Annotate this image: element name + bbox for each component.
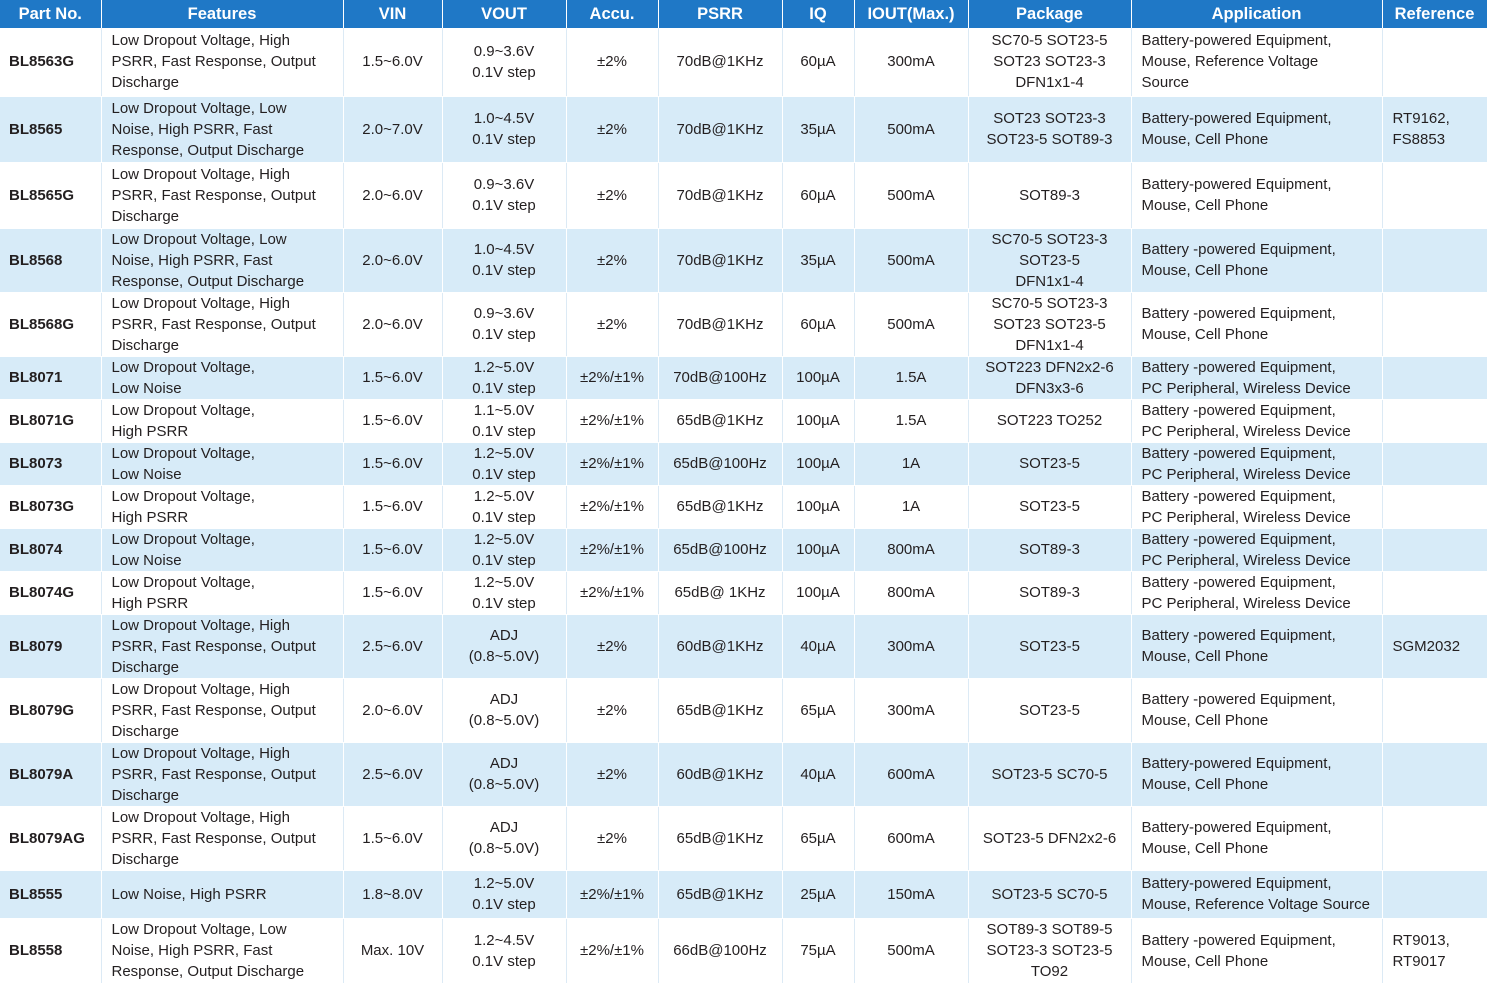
psrr-cell: 65dB@100Hz xyxy=(658,528,782,571)
iq-cell: 100µA xyxy=(782,399,854,442)
vin-cell: Max. 10V xyxy=(343,918,442,983)
table-row xyxy=(0,399,1487,442)
reference-cell: RT9162, FS8853 xyxy=(1382,96,1487,162)
iq-cell: 35µA xyxy=(782,228,854,292)
vout-cell: 0.9~3.6V 0.1V step xyxy=(442,162,566,228)
iq-cell: 25µA xyxy=(782,870,854,918)
reference-cell xyxy=(1382,356,1487,399)
vout-cell: 1.2~5.0V 0.1V step xyxy=(442,485,566,528)
package-cell: SOT89-3 xyxy=(968,571,1131,614)
iq-cell: 100µA xyxy=(782,485,854,528)
iout-cell: 500mA xyxy=(854,96,968,162)
iout-cell: 500mA xyxy=(854,918,968,983)
iq-cell: 100µA xyxy=(782,571,854,614)
package-cell: SOT23-5 SC70-5 xyxy=(968,742,1131,806)
table-row xyxy=(0,571,1487,614)
part-number-cell: BL8563G xyxy=(0,28,101,96)
vin-cell: 2.0~6.0V xyxy=(343,292,442,356)
iq-cell: 100µA xyxy=(782,528,854,571)
vin-cell: 2.0~6.0V xyxy=(343,228,442,292)
package-cell: SOT23-5 xyxy=(968,442,1131,485)
psrr-cell: 70dB@100Hz xyxy=(658,356,782,399)
iout-cell: 500mA xyxy=(854,228,968,292)
table-row xyxy=(0,96,1487,162)
vout-cell: 0.9~3.6V 0.1V step xyxy=(442,292,566,356)
application-cell: Battery -powered Equipment, Mouse, Cell Phone xyxy=(1131,678,1382,742)
application-cell: Battery-powered Equipment, Mouse, Cell Phone xyxy=(1131,162,1382,228)
package-cell: SOT23-5 DFN2x2-6 xyxy=(968,806,1131,870)
features-cell: Low Dropout Voltage, High PSRR, Fast Response, Output Discharge xyxy=(101,28,343,96)
package-cell: SC70-5 SOT23-5 SOT23 SOT23-3 DFN1x1-4 xyxy=(968,28,1131,96)
application-cell: Battery-powered Equipment, Mouse, Cell Phone xyxy=(1131,96,1382,162)
accuracy-cell: ±2%/±1% xyxy=(566,485,658,528)
vout-cell: 1.0~4.5V 0.1V step xyxy=(442,96,566,162)
features-cell: Low Dropout Voltage, Low Noise, High PSRR, Fast Response, Output Discharge xyxy=(101,228,343,292)
package-cell: SOT23-5 xyxy=(968,614,1131,678)
accuracy-cell: ±2% xyxy=(566,162,658,228)
iq-cell: 35µA xyxy=(782,96,854,162)
header-reference: Reference xyxy=(1382,0,1487,28)
iout-cell: 300mA xyxy=(854,614,968,678)
psrr-cell: 65dB@1KHz xyxy=(658,870,782,918)
vout-cell: ADJ (0.8~5.0V) xyxy=(442,806,566,870)
table-row xyxy=(0,806,1487,870)
package-cell: SOT23-5 xyxy=(968,678,1131,742)
package-cell: SOT223 DFN2x2-6 DFN3x3-6 xyxy=(968,356,1131,399)
vout-cell: 1.2~5.0V 0.1V step xyxy=(442,870,566,918)
package-cell: SOT23-5 xyxy=(968,485,1131,528)
header-application: Application xyxy=(1131,0,1382,28)
package-cell: SOT23 SOT23-3 SOT23-5 SOT89-3 xyxy=(968,96,1131,162)
features-cell: Low Dropout Voltage, Low Noise, High PSRR, Fast Response, Output Discharge xyxy=(101,96,343,162)
reference-cell xyxy=(1382,292,1487,356)
table-row xyxy=(0,228,1487,292)
application-cell: Battery -powered Equipment, Mouse, Cell Phone xyxy=(1131,614,1382,678)
reference-cell: SGM2032 xyxy=(1382,614,1487,678)
accuracy-cell: ±2% xyxy=(566,742,658,806)
vin-cell: 1.5~6.0V xyxy=(343,571,442,614)
iq-cell: 60µA xyxy=(782,292,854,356)
reference-cell xyxy=(1382,485,1487,528)
iout-cell: 500mA xyxy=(854,292,968,356)
accuracy-cell: ±2% xyxy=(566,96,658,162)
vout-cell: 1.2~5.0V 0.1V step xyxy=(442,528,566,571)
part-number-cell: BL8558 xyxy=(0,918,101,983)
application-cell: Battery-powered Equipment, Mouse, Reference Voltage Source xyxy=(1131,28,1382,96)
reference-cell xyxy=(1382,228,1487,292)
iout-cell: 600mA xyxy=(854,806,968,870)
features-cell: Low Dropout Voltage, Low Noise xyxy=(101,442,343,485)
header-package: Package xyxy=(968,0,1131,28)
psrr-cell: 70dB@1KHz xyxy=(658,292,782,356)
accuracy-cell: ±2% xyxy=(566,806,658,870)
vin-cell: 2.0~6.0V xyxy=(343,162,442,228)
accuracy-cell: ±2% xyxy=(566,28,658,96)
iout-cell: 500mA xyxy=(854,162,968,228)
accuracy-cell: ±2% xyxy=(566,292,658,356)
psrr-cell: 60dB@1KHz xyxy=(658,614,782,678)
features-cell: Low Dropout Voltage, High PSRR, Fast Response, Output Discharge xyxy=(101,806,343,870)
package-cell: SOT223 TO252 xyxy=(968,399,1131,442)
reference-cell xyxy=(1382,742,1487,806)
psrr-cell: 60dB@1KHz xyxy=(658,742,782,806)
iq-cell: 75µA xyxy=(782,918,854,983)
features-cell: Low Dropout Voltage, High PSRR, Fast Response, Output Discharge xyxy=(101,678,343,742)
reference-cell xyxy=(1382,870,1487,918)
package-cell: SC70-5 SOT23-3 SOT23-5 DFN1x1-4 xyxy=(968,228,1131,292)
vin-cell: 2.5~6.0V xyxy=(343,614,442,678)
table-row xyxy=(0,28,1487,96)
table-row xyxy=(0,918,1487,983)
psrr-cell: 66dB@100Hz xyxy=(658,918,782,983)
vin-cell: 2.5~6.0V xyxy=(343,742,442,806)
part-number-cell: BL8555 xyxy=(0,870,101,918)
application-cell: Battery -powered Equipment, PC Peripheral, Wireless Device xyxy=(1131,442,1382,485)
reference-cell: RT9013, RT9017 xyxy=(1382,918,1487,983)
part-number-cell: BL8568G xyxy=(0,292,101,356)
table-row xyxy=(0,292,1487,356)
vout-cell: ADJ (0.8~5.0V) xyxy=(442,678,566,742)
table-row xyxy=(0,678,1487,742)
part-number-cell: BL8071 xyxy=(0,356,101,399)
accuracy-cell: ±2%/±1% xyxy=(566,442,658,485)
psrr-cell: 65dB@1KHz xyxy=(658,678,782,742)
application-cell: Battery-powered Equipment, Mouse, Reference Voltage Source xyxy=(1131,870,1382,918)
package-cell: SOT89-3 SOT89-5 SOT23-3 SOT23-5 TO92 xyxy=(968,918,1131,983)
part-number-cell: BL8073G xyxy=(0,485,101,528)
application-cell: Battery -powered Equipment, PC Peripheral, Wireless Device xyxy=(1131,399,1382,442)
features-cell: Low Dropout Voltage, High PSRR, Fast Response, Output Discharge xyxy=(101,162,343,228)
vout-cell: 1.2~5.0V 0.1V step xyxy=(442,356,566,399)
reference-cell xyxy=(1382,678,1487,742)
iout-cell: 1.5A xyxy=(854,399,968,442)
table-row xyxy=(0,742,1487,806)
part-number-cell: BL8565G xyxy=(0,162,101,228)
application-cell: Battery-powered Equipment, Mouse, Cell Phone xyxy=(1131,742,1382,806)
iq-cell: 40µA xyxy=(782,614,854,678)
accuracy-cell: ±2% xyxy=(566,614,658,678)
part-number-cell: BL8079 xyxy=(0,614,101,678)
application-cell: Battery -powered Equipment, Mouse, Cell Phone xyxy=(1131,228,1382,292)
vin-cell: 1.5~6.0V xyxy=(343,485,442,528)
package-cell: SOT23-5 SC70-5 xyxy=(968,870,1131,918)
psrr-cell: 65dB@100Hz xyxy=(658,442,782,485)
accuracy-cell: ±2% xyxy=(566,678,658,742)
header-iout: IOUT(Max.) xyxy=(854,0,968,28)
iq-cell: 100µA xyxy=(782,356,854,399)
vout-cell: 1.2~5.0V 0.1V step xyxy=(442,571,566,614)
reference-cell xyxy=(1382,806,1487,870)
features-cell: Low Dropout Voltage, High PSRR, Fast Response, Output Discharge xyxy=(101,742,343,806)
table-row xyxy=(0,162,1487,228)
reference-cell xyxy=(1382,528,1487,571)
reference-cell xyxy=(1382,399,1487,442)
package-cell: SOT89-3 xyxy=(968,162,1131,228)
accuracy-cell: ±2%/±1% xyxy=(566,399,658,442)
iq-cell: 100µA xyxy=(782,442,854,485)
iout-cell: 1A xyxy=(854,485,968,528)
psrr-cell: 70dB@1KHz xyxy=(658,228,782,292)
iout-cell: 300mA xyxy=(854,28,968,96)
reference-cell xyxy=(1382,571,1487,614)
header-vout: VOUT xyxy=(442,0,566,28)
part-number-cell: BL8073 xyxy=(0,442,101,485)
psrr-cell: 65dB@1KHz xyxy=(658,399,782,442)
iq-cell: 65µA xyxy=(782,678,854,742)
psrr-cell: 70dB@1KHz xyxy=(658,162,782,228)
part-number-cell: BL8071G xyxy=(0,399,101,442)
vin-cell: 2.0~7.0V xyxy=(343,96,442,162)
vin-cell: 1.5~6.0V xyxy=(343,399,442,442)
iq-cell: 60µA xyxy=(782,28,854,96)
header-features: Features xyxy=(101,0,343,28)
accuracy-cell: ±2%/±1% xyxy=(566,918,658,983)
vout-cell: 1.2~4.5V 0.1V step xyxy=(442,918,566,983)
psrr-cell: 65dB@ 1KHz xyxy=(658,571,782,614)
features-cell: Low Dropout Voltage, Low Noise, High PSRR, Fast Response, Output Discharge xyxy=(101,918,343,983)
vout-cell: 0.9~3.6V 0.1V step xyxy=(442,28,566,96)
header-vin: VIN xyxy=(343,0,442,28)
accuracy-cell: ±2%/±1% xyxy=(566,870,658,918)
iout-cell: 800mA xyxy=(854,528,968,571)
iq-cell: 40µA xyxy=(782,742,854,806)
header-part-no: Part No. xyxy=(0,0,101,28)
iq-cell: 65µA xyxy=(782,806,854,870)
features-cell: Low Dropout Voltage, Low Noise xyxy=(101,528,343,571)
table-row xyxy=(0,356,1487,399)
vout-cell: ADJ (0.8~5.0V) xyxy=(442,614,566,678)
iout-cell: 800mA xyxy=(854,571,968,614)
psrr-cell: 65dB@1KHz xyxy=(658,806,782,870)
reference-cell xyxy=(1382,28,1487,96)
features-cell: Low Dropout Voltage, Low Noise xyxy=(101,356,343,399)
header-psrr: PSRR xyxy=(658,0,782,28)
vout-cell: ADJ (0.8~5.0V) xyxy=(442,742,566,806)
vin-cell: 1.5~6.0V xyxy=(343,442,442,485)
iout-cell: 600mA xyxy=(854,742,968,806)
application-cell: Battery-powered Equipment, Mouse, Cell Phone xyxy=(1131,806,1382,870)
application-cell: Battery -powered Equipment, PC Peripheral, Wireless Device xyxy=(1131,356,1382,399)
accuracy-cell: ±2%/±1% xyxy=(566,571,658,614)
features-cell: Low Dropout Voltage, High PSRR, Fast Response, Output Discharge xyxy=(101,614,343,678)
application-cell: Battery -powered Equipment, Mouse, Cell Phone xyxy=(1131,292,1382,356)
package-cell: SOT89-3 xyxy=(968,528,1131,571)
features-cell: Low Dropout Voltage, High PSRR xyxy=(101,485,343,528)
features-cell: Low Dropout Voltage, High PSRR xyxy=(101,571,343,614)
part-number-cell: BL8079A xyxy=(0,742,101,806)
part-number-cell: BL8074 xyxy=(0,528,101,571)
header-row xyxy=(0,0,1487,28)
vout-cell: 1.1~5.0V 0.1V step xyxy=(442,399,566,442)
header-iq: IQ xyxy=(782,0,854,28)
accuracy-cell: ±2%/±1% xyxy=(566,528,658,571)
vin-cell: 1.5~6.0V xyxy=(343,806,442,870)
part-number-cell: BL8565 xyxy=(0,96,101,162)
part-number-cell: BL8568 xyxy=(0,228,101,292)
psrr-cell: 70dB@1KHz xyxy=(658,28,782,96)
table-row xyxy=(0,485,1487,528)
iout-cell: 150mA xyxy=(854,870,968,918)
iout-cell: 1A xyxy=(854,442,968,485)
features-cell: Low Dropout Voltage, High PSRR xyxy=(101,399,343,442)
vout-cell: 1.0~4.5V 0.1V step xyxy=(442,228,566,292)
vin-cell: 1.5~6.0V xyxy=(343,28,442,96)
vin-cell: 1.5~6.0V xyxy=(343,356,442,399)
vin-cell: 1.8~8.0V xyxy=(343,870,442,918)
vin-cell: 2.0~6.0V xyxy=(343,678,442,742)
accuracy-cell: ±2%/±1% xyxy=(566,356,658,399)
package-cell: SC70-5 SOT23-3 SOT23 SOT23-5 DFN1x1-4 xyxy=(968,292,1131,356)
table-row xyxy=(0,528,1487,571)
iout-cell: 1.5A xyxy=(854,356,968,399)
iq-cell: 60µA xyxy=(782,162,854,228)
reference-cell xyxy=(1382,442,1487,485)
application-cell: Battery -powered Equipment, PC Peripheral, Wireless Device xyxy=(1131,528,1382,571)
table-row xyxy=(0,614,1487,678)
part-number-cell: BL8074G xyxy=(0,571,101,614)
header-accuracy: Accu. xyxy=(566,0,658,28)
reference-cell xyxy=(1382,162,1487,228)
accuracy-cell: ±2% xyxy=(566,228,658,292)
application-cell: Battery -powered Equipment, PC Peripheral, Wireless Device xyxy=(1131,485,1382,528)
table-row xyxy=(0,870,1487,918)
features-cell: Low Dropout Voltage, High PSRR, Fast Response, Output Discharge xyxy=(101,292,343,356)
application-cell: Battery -powered Equipment, PC Peripheral, Wireless Device xyxy=(1131,571,1382,614)
vin-cell: 1.5~6.0V xyxy=(343,528,442,571)
psrr-cell: 65dB@1KHz xyxy=(658,485,782,528)
vout-cell: 1.2~5.0V 0.1V step xyxy=(442,442,566,485)
psrr-cell: 70dB@1KHz xyxy=(658,96,782,162)
application-cell: Battery -powered Equipment, Mouse, Cell Phone xyxy=(1131,918,1382,983)
table-row xyxy=(0,442,1487,485)
part-number-cell: BL8079G xyxy=(0,678,101,742)
part-number-cell: BL8079AG xyxy=(0,806,101,870)
iout-cell: 300mA xyxy=(854,678,968,742)
features-cell: Low Noise, High PSRR xyxy=(101,870,343,918)
